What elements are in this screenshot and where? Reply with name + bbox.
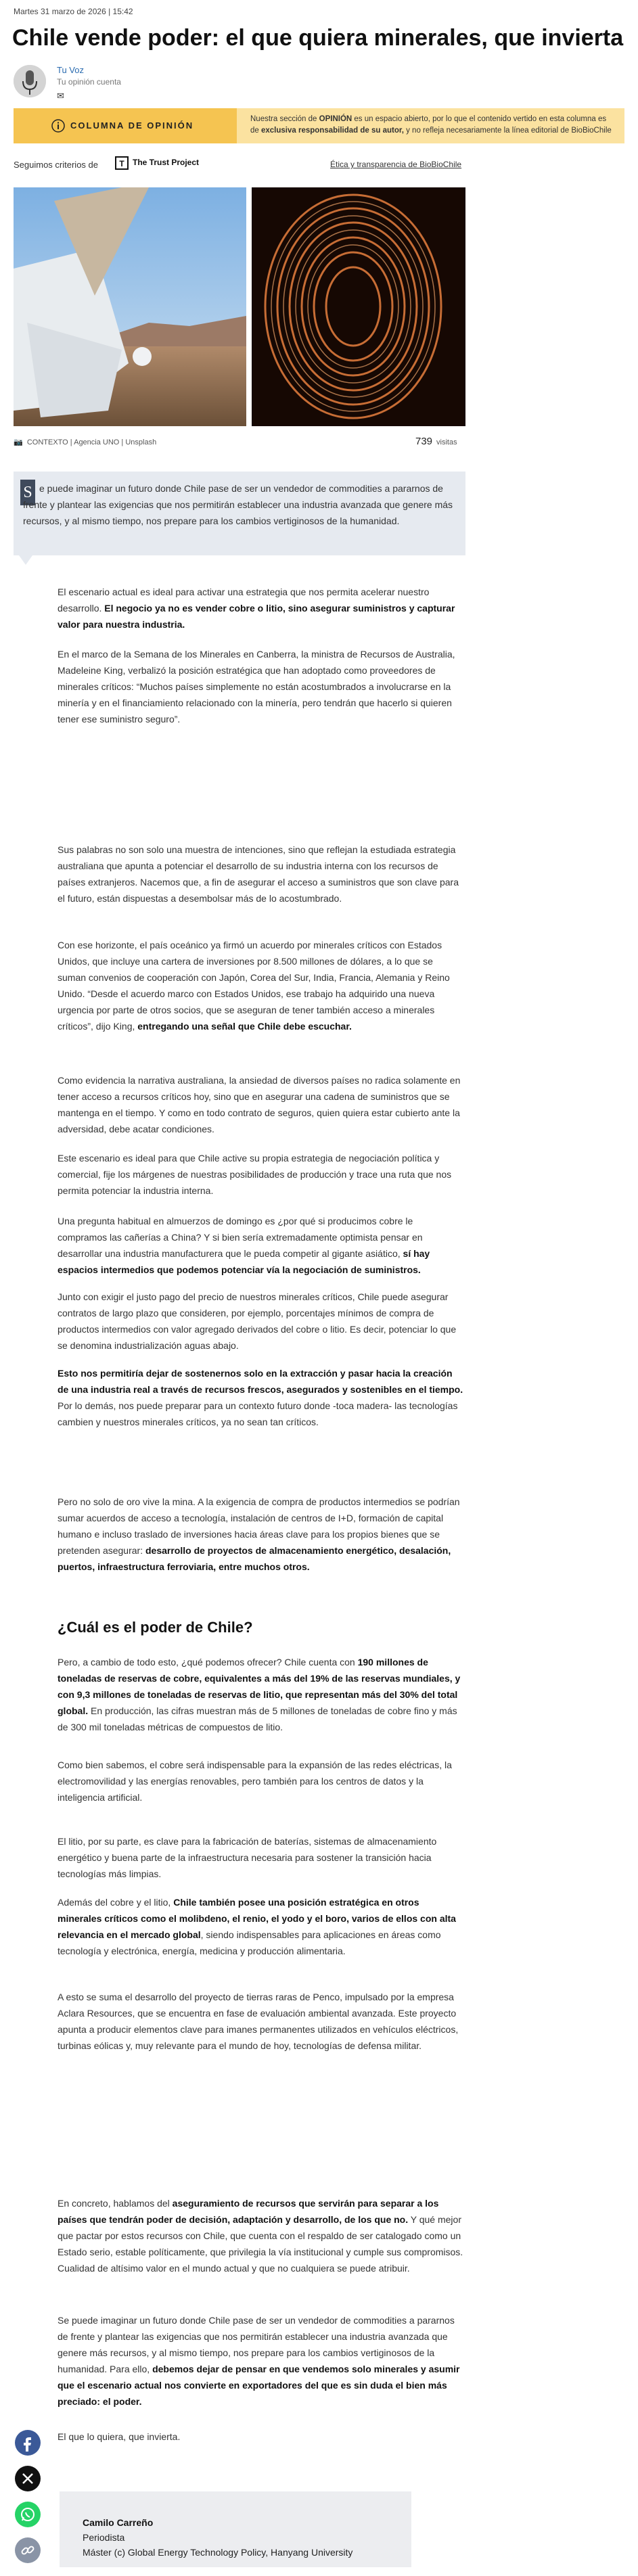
drop-cap: S (20, 480, 35, 505)
body-paragraph: Una pregunta habitual en almuerzos de domingo es ¿por qué si producimos cobre le compramos las cañerías a China? Y si bien sería extremadamente optimista pensar en desarrollar una industria manufacturera que le pueda competir al gigante asiático, sí hay espacios intermedios que podemos potenciar vía la negociación de suministros. (58, 1216, 430, 1275)
lead-text: e puede imaginar un futuro donde Chile pase de ser un vendedor de commodities a pararnos de frente y plantear las exigencias que nos permitirán establecer una industria avanzada que genere más recursos, y al mismo tiempo, nos prepare para los cambios vertiginosos de la humanidad. (23, 483, 453, 526)
signature-role: Periodista (83, 2532, 125, 2543)
opinion-badge (14, 108, 237, 143)
author-signature-box (60, 2491, 411, 2567)
lead-paragraph-box (14, 472, 465, 555)
opinion-badge-label: COLUMNA DE OPINIÓN (70, 120, 194, 131)
section-heading: ¿Cuál es el poder de Chile? (58, 1619, 253, 1636)
body-paragraph: A esto se suma el desarrollo del proyecto de tierras raras de Penco, impulsado por la empresa Aclara Resources, que se encuentra en fase de evaluación ambiental avanzada. Este proyecto apunta a producir elementos clave para imanes permanentes utilizados en vehículos eléctricos, turbinas eólicas y, muy relevante para el mundo de hoy, tecnologías de defensa militar. (58, 1992, 459, 2051)
article-photo-copper-coil (252, 187, 465, 426)
ethics-link[interactable]: Ética y transparencia de BioBioChile (330, 160, 462, 169)
camera-icon: 📷 (14, 438, 23, 446)
author-avatar-block[interactable] (14, 65, 54, 106)
trust-project-link[interactable]: T The Trust Project (115, 156, 199, 170)
body-paragraph: Pero no solo de oro vive la mina. A la exigencia de compra de productos intermedios se podrían sumar acuerdos de acceso a tecnología, instalación de centros de I+D, formación de capital humano e incluso traslado de inversiones hacia áreas clave para los propios bienes que se pretenden asegurar: desarrollo de proyectos de almacenamiento energético, desalación, puertos, infraestructura ferroviaria, entre muchos otros. (58, 1496, 460, 1572)
body-paragraph: El escenario actual es ideal para activar una estrategia que nos permita acelerar nuestro desarrollo. El negocio ya no es vender cobre o litio, sino asegurar suministros y capturar valor para nuestra industria. (58, 586, 455, 630)
body-paragraph: Con ese horizonte, el país oceánico ya firmó un acuerdo por minerales críticos con Estados Unidos, que incluye una cartera de inversiones por 8.500 millones de dólares, a lo que se suman convenios de cooperación con Japón, Corea del Sur, India, Francia, Alemania y Reino Unido. “Desde el acuerdo marco con Estados Unidos, ese trabajo ha adquirido una nueva urgencia por parte de otros socios, que se aseguran de tener también acceso a minerales críticos”, dijo King, entregando una señal que Chile debe escuchar. (58, 940, 450, 1032)
article-title: Chile vende poder: el que quiera minerales, que invierta (12, 25, 624, 51)
signature-name: Camilo Carreño (83, 2517, 154, 2528)
facebook-icon (15, 2430, 41, 2456)
signature-degree: Máster (c) Global Energy Technology Policy, Hanyang University (83, 2547, 353, 2558)
body-paragraph: Además del cobre y el litio, Chile también posee una posición estratégica en otros minerales críticos como el molibdeno, el renio, el yodo y el boro, varios de ellos con alta relevancia en el mercado global, siendo indispensables para aplicaciones en áreas como tecnología y electrónica, energía, medicina y producción alimentaria. (58, 1897, 456, 1956)
body-paragraph: El que lo quiera, que invierta. (58, 2431, 181, 2442)
photo-caption: 📷 CONTEXTO | Agencia UNO | Unsplash (14, 438, 157, 446)
body-paragraph: Junto con exigir el justo pago del precio de nuestros minerales críticos, Chile puede asegurar contratos de largo plazo que consideren, por ejemplo, porcentajes mínimos de compra de productos intermedios con valor agregado derivados del cobre o litio. Es decir, potenciar lo que se denomina industrialización aguas abajo. (58, 1291, 457, 1351)
body-paragraph: Este escenario es ideal para que Chile active su propia estrategia de negociación política y comercial, fije los márgenes de nuestras posibilidades de producción y trace una ruta que nos permita potenciar la industria interna. (58, 1153, 452, 1196)
body-paragraph: Como evidencia la narrativa australiana, la ansiedad de diversos países no radica solamente en tener acceso a recursos críticos hoy, sino que en asegurar una cadena de suministros que se mantenga en el tiempo. Y como en todo contrato de seguros, quien quiera estar cubierto ante la adversidad, debe acatar condiciones. (58, 1075, 461, 1134)
microphone-icon (14, 65, 46, 97)
author-subtitle: Tu opinión cuenta (57, 77, 121, 87)
opinion-disclaimer: Nuestra sección de OPINIÓN es un espacio abierto, por lo que el contenido vertido en esta columna es de exclusiva responsabilidad de su autor, y no refleja necesariamente la línea editorial de BioBioChile (250, 115, 612, 135)
visits-counter: 739 visitas (415, 436, 457, 447)
share-facebook-button[interactable] (15, 2430, 41, 2456)
share-link-button[interactable] (15, 2537, 41, 2563)
body-paragraph: Se puede imaginar un futuro donde Chile pase de ser un vendedor de commodities a pararnos de frente y plantear las exigencias que nos permitirán establecer una industria avanzada que genere más recursos, y al mismo tiempo, nos prepare para los cambios vertiginosos de la humanidad. Para ello, debemos dejar de pensar en que vendemos solo minerales y asumir que el escenario actual nos convierte en exportadores del que es sin duda el bien más preciado: el poder. (58, 2315, 460, 2407)
mail-icon[interactable]: ✉ (57, 91, 64, 101)
link-icon (15, 2537, 41, 2563)
opinion-banner (14, 108, 624, 143)
body-paragraph: En concreto, hablamos del aseguramiento de recursos que servirán para separar a los países que tendrán poder de decisión, adaptación y desarrollo, de los que no. Y qué mejor que pactar por estos recursos con Chile, que cuenta con el respaldo de ser catalogado como un Estado serio, estable políticamente, que privilegia la vía institucional y cumple sus compromisos. Cualidad de altísimo valor en el mundo actual y que no cualquiera se puede atribuir. (58, 2198, 463, 2274)
avatar[interactable] (14, 65, 46, 97)
body-paragraph: El litio, por su parte, es clave para la fabricación de baterías, sistemas de almacenamiento energético y buena parte de la infraestructura necesaria para sostener la transición hacia tecnologías más limpias. (58, 1836, 437, 1879)
body-paragraph: Como bien sabemos, el cobre será indispensable para la expansión de las redes eléctricas, la electromovilidad y las energías renovables, pero también para los centros de datos y la inteligencia artificial. (58, 1760, 452, 1803)
criteria-label: Seguimos criterios de (14, 160, 98, 170)
share-x-button[interactable] (15, 2466, 41, 2491)
author-name[interactable]: Tu Voz (57, 65, 84, 75)
x-icon (15, 2466, 41, 2491)
body-paragraph: En el marco de la Semana de los Minerales en Canberra, la ministra de Recursos de Australia, Madeleine King, verbalizó la posición estratégica que han adoptado como proveedores de minerales críticos: “Muchos países simplemente no están acostumbrados a involucrarse en la minería y en el financiamiento relacionado con la minería, pero tendrán que hacerlo si quieren tener ese suministro seguro”. (58, 649, 455, 724)
trust-project-icon: T (115, 156, 129, 170)
publish-date: Martes 31 marzo de 2026 | 15:42 (14, 7, 133, 16)
share-whatsapp-button[interactable] (15, 2502, 41, 2527)
opinion-info-icon (51, 119, 65, 133)
body-paragraph: Esto nos permitiría dejar de sostenernos solo en la extracción y pasar hacia la creación de una industria real a través de recursos frescos, asegurados y sostenibles en el tiempo. Por lo demás, nos puede preparar para un contexto futuro donde -toca madera- las tecnologías cambien y nuestros minerales críticos, ya no sean tan críticos. (58, 1368, 463, 1427)
article-photo-salt-flat (14, 187, 246, 426)
body-paragraph: Sus palabras no son solo una muestra de intenciones, sino que reflejan la estudiada estrategia australiana que apunta a potenciar el desarrollo de su industria interna con los recursos de países extranjeros. Nacemos que, a fin de asegurar el acceso a suministros que son clave para el futuro, están dispuestas a desembolsar más de lo acostumbrado. (58, 844, 459, 904)
whatsapp-icon (15, 2502, 41, 2527)
body-paragraph: Pero, a cambio de todo esto, ¿qué podemos ofrecer? Chile cuenta con 190 millones de toneladas de reservas de cobre, equivalentes a más del 19% de las reservas mundiales, y con 9,3 millones de toneladas de reservas de litio, que representan más del 30% del total global. En producción, las cifras muestran más de 5 millones de toneladas de cobre fino y más de 300 mil toneladas métricas de compuestos de litio. (58, 1657, 461, 1732)
